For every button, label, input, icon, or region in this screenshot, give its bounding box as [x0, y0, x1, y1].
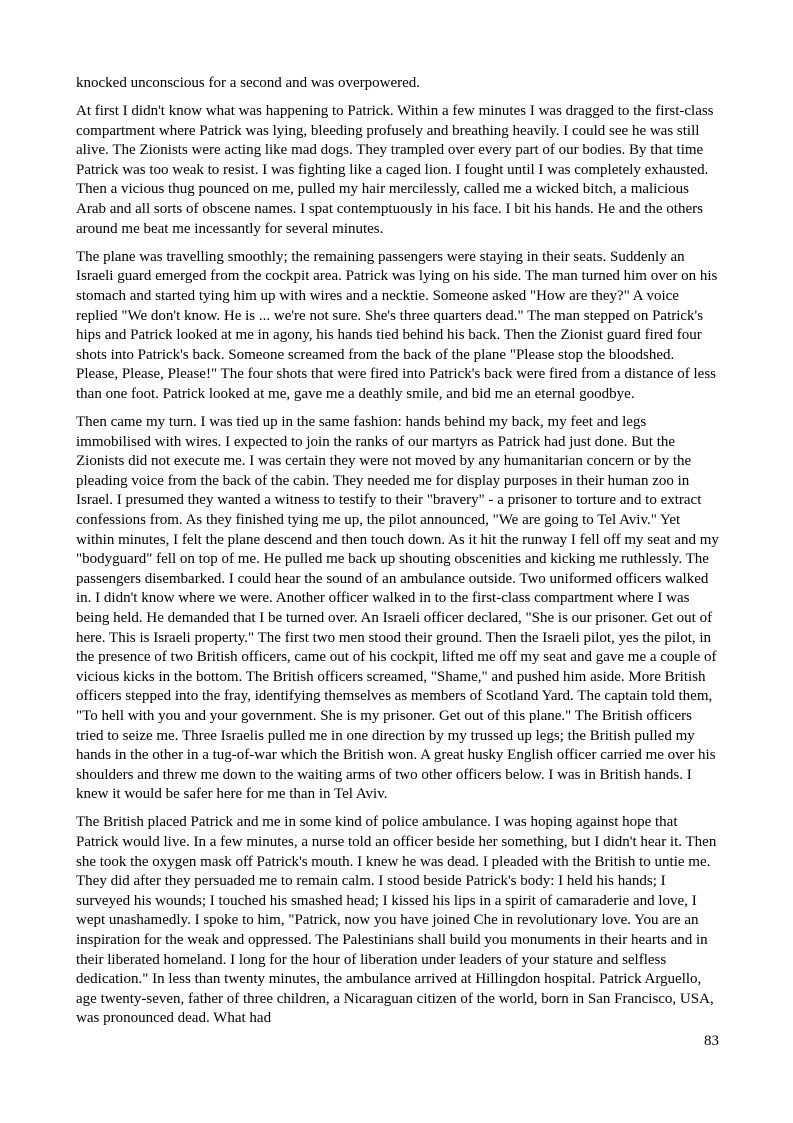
paragraph-2: At first I didn't know what was happening to Patrick. Within a few minutes I was dragged to the first-class compartment where Patrick was lying, bleeding profusely and breathing heavily. I could see he was still alive. The Zionists were acting like mad dogs. They trampled over every part of our bodies. By that time Patrick was too weak to resist. I was fighting like a caged lion. I fought until I was completely exhausted. Then a vicious thug pounced on me, pulled my hair mercilessly, called me a wicked bitch, a malicious Arab and all sorts of obscene names. I spat contemptuously in his face. I bit his hands. He and the others around me beat me incessantly for several minutes. [76, 103, 714, 237]
paragraph-5: The British placed Patrick and me in some kind of police ambulance. I was hoping against hope that Patrick would live. In a few minutes, a nurse told an officer beside her something, but I didn't hear it. Then she took the oxygen mask off Patrick's mouth. I knew he was dead. I pleaded with the British to untie me. They did after they persuaded me to remain calm. I stood beside Patrick's body: I held his hands; I surveyed his wounds; I touched his smashed head; I kissed his lips in a spirit of camaraderie and love, I wept unashamedly. I spoke to him, "Patrick, now you have joined Che in revolutionary love. You are an inspiration for the weak and oppressed. The Palestinians shall build you monuments in their hearts and in their liberated homeland. I long for the hour of liberation under leaders of your stature and selfless dedication." In less than twenty minutes, the ambulance arrived at Hillingdon hospital. Patrick Arguello, age twenty-seven, father of three children, a Nicaraguan citizen of the world, born in San Francisco, USA, was pronounced dead. What had [76, 814, 717, 1027]
paragraph-4: Then came my turn. I was tied up in the same fashion: hands behind my back, my feet and legs immobilised with wires. I expected to join the ranks of our martyrs as Patrick had just done. But the Zionists did not execute me. I was certain they were not moved by any humanitarian concern or by the pleading voice from the back of the cabin. They needed me for display purposes in their human zoo in Israel. I presumed they wanted a witness to testify to their "bravery" - a prisoner to torture and to extract confessions from. As they finished tying me up, the pilot announced, "We are going to Tel Aviv." Yet within minutes, I felt the plane descend and then touch down. As it hit the runway I fell off my seat and my "bodyguard" fell on top of me. He pulled me back up shouting obscenities and kicking me ruthlessly. The passengers disembarked. I could hear the sound of an ambulance outside. Two uniformed officers walked in. I didn't know where we were. Another officer walked in to the first-class compartment where I was being held. He demanded that I be turned over. An Israeli officer declared, "She is our prisoner. Get out of here. This is Israeli property." The first two men stood their ground. Then the Israeli pilot, yes the pilot, in the presence of two British officers, came out of his cockpit, lifted me off my seat and gave me a couple of vicious kicks in the bottom. The British officers screamed, "Shame," and pushed him aside. More British officers stepped into the fray, identifying themselves as members of Scotland Yard. The captain told them, "To hell with you and your government. She is my prisoner. Get out of this plane." The British officers tried to seize me. Three Israelis pulled me in one direction by my trussed up legs; the British pulled my hands in the other in a tug-of-war which the British won. A great husky English officer carried me over his shoulders and threw me down to the waiting arms of two other officers below. I was in British hands. I knew it would be safer here for me than in Tel Aviv. [76, 414, 719, 803]
paragraph-3: The plane was travelling smoothly; the remaining passengers were staying in their seats. Suddenly an Israeli guard emerged from the cockpit area. Patrick was lying on his side. The man turned him over on his stomach and started tying him up with wires and a necktie. Someone asked "How are they?" A voice replied "We don't know. He is ... we're not sure. She's three quarters dead." The man stepped on Patrick's hips and Patrick looked at me in agony, his hands tied behind his back. Then the Zionist guard fired four shots into Patrick's back. Someone screamed from the back of the plane "Please stop the bloodshed. Please, Please, Please!" The four shots that were fired into Patrick's back were fired from a distance of less than one foot. Patrick looked at me, gave me a deathly smile, and bid me an eternal goodbye. [76, 248, 718, 402]
paragraph-1: knocked unconscious for a second and was overpowered. [76, 75, 421, 91]
page-body [76, 74, 719, 1037]
page-number: 83 [704, 1033, 719, 1049]
